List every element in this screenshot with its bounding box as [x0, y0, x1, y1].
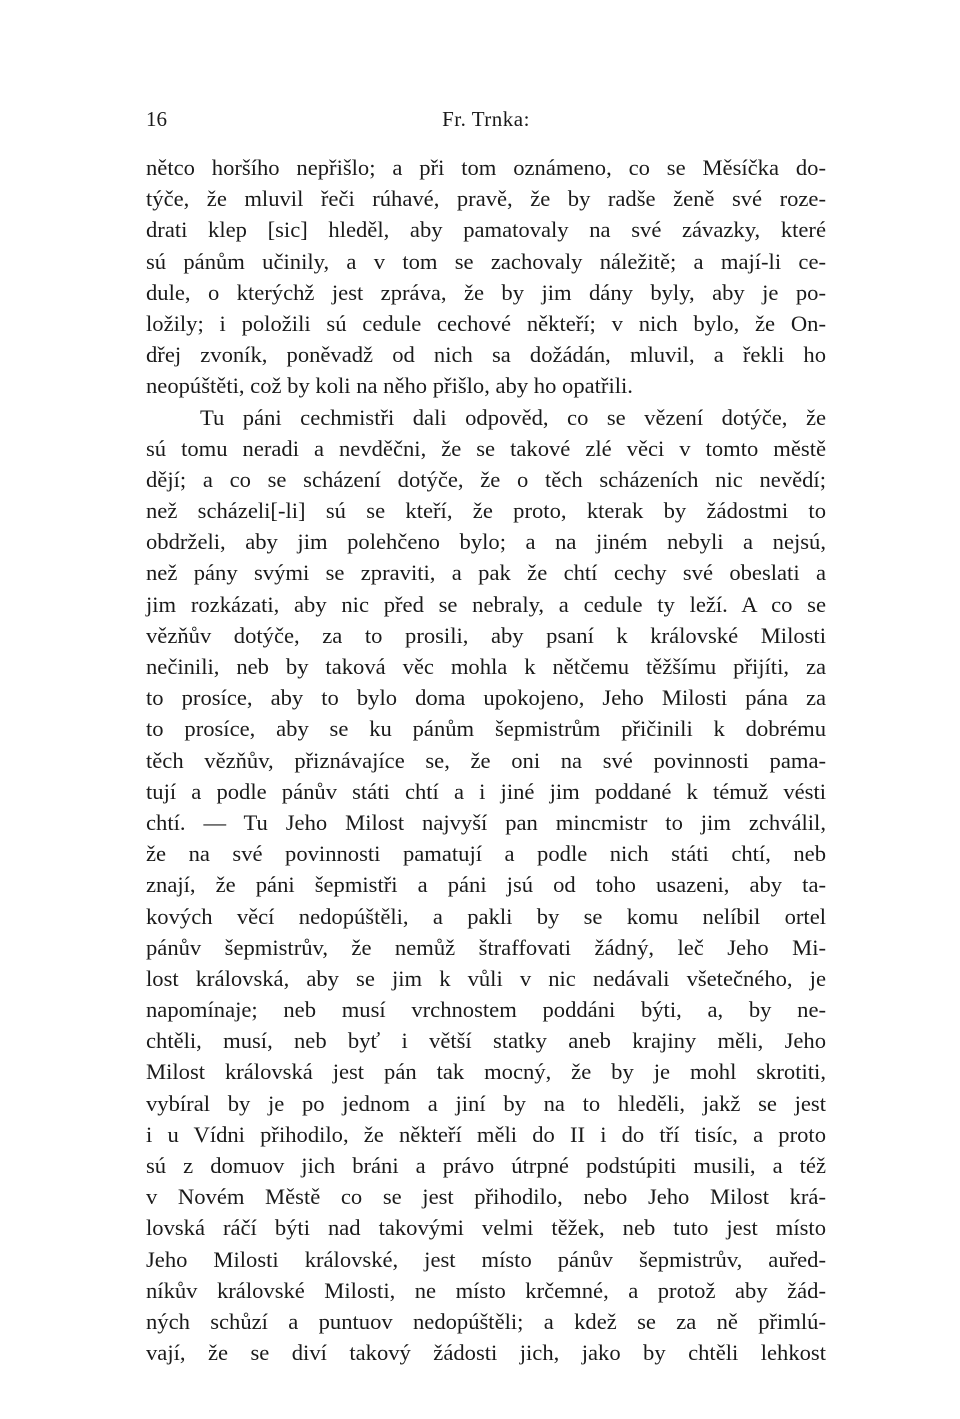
text-line: napomínaje; neb musí vrchnostem poddáni býti, a, by ne-: [146, 997, 826, 1023]
text-line: sú pánům učinily, a v tom se zachovaly náležitě; a mají-li ce-: [146, 248, 826, 274]
text-line: sú z domuov jich bráni a právo útrpné podstúpiti musili, a též: [146, 1153, 826, 1178]
text-line: dějí; a co se scházení dotýče, že o těch scházeních nic nevědí;: [146, 466, 826, 492]
running-head: Fr. Trnka:: [442, 107, 530, 131]
text-line: lovská ráčí býti nad takovými velmi těžek, neb tuto jest místo: [146, 1215, 826, 1241]
text-line: dřej zvoník, poněvadž od nich sa dožádán, mluvil, a řekli ho: [146, 342, 826, 368]
text-line: jim rozkázati, aby nic před se nebraly, a cedule ty leží. A co se: [146, 591, 826, 617]
text-line: obdrželi, aby jim polehčeno bylo; a na jiném nebyli a nejsú,: [146, 529, 826, 555]
text-line: dule, o kterýchž jest zpráva, že by jim dány byly, aby je po-: [146, 279, 826, 305]
text-line: chtí. — Tu Jeho Milost najvyší pan mincmistr to jim zchválil,: [146, 809, 826, 835]
text-line: týče, že mluvil řeči rúhavé, pravě, že by radše ženě své roze-: [146, 186, 826, 212]
text-line: chtěli, musí, neb byť i větší statky aneb krajiny měli, Jeho: [146, 1028, 826, 1054]
text-line: nětco horšího nepřišlo; a při tom oznámeno, co se Měsíčka do-: [146, 155, 826, 180]
text-line: vězňův dotýče, za to prosili, aby psaní k královské Milosti: [146, 622, 826, 648]
text-line: ných schůzí a puntuov nedopúštěli; a kdež se za ně přimlú-: [146, 1308, 826, 1334]
text-line: Jeho Milosti královské, jest místo pánův šepmistrův, auřed-: [146, 1246, 826, 1272]
text-line: níkův královské Milosti, ne místo krčemné, a protož aby žád-: [146, 1277, 826, 1303]
text-line: i u Vídni přihodilo, že někteří měli do II i do tří tisíc, a proto: [146, 1121, 826, 1147]
text-line: to prosíce, aby to bylo doma upokojeno, Jeho Milosti pána za: [146, 685, 826, 711]
text-line: Tu páni cechmistři dali odpověd, co se vězení dotýče, že: [200, 404, 826, 430]
text-line: v Novém Městě co se jest přihodilo, nebo Jeho Milost krá-: [146, 1184, 826, 1210]
text-line: neopúštěti, což by koli na něho přišlo, aby ho opatřili.: [146, 373, 633, 399]
text-line: než pány svými se zpraviti, a pak že chtí cechy své obeslati a: [146, 560, 826, 586]
body-text: [146, 152, 826, 1368]
text-line: než scházeli[-li] sú se kteří, že proto, kterak by žádostmi to: [146, 498, 826, 524]
text-line: znají, že páni šepmistři a páni jsú od toho usazeni, aby ta-: [146, 872, 826, 898]
text-line: kových věcí nedopúštěli, a pakli by se komu nelíbil ortel: [146, 903, 826, 929]
text-line: nečinili, neb by taková věc mohla k nětčemu těžšímu přijíti, za: [146, 654, 826, 679]
text-line: Milost královská jest pán tak mocný, že by je mohl skrotiti,: [146, 1059, 826, 1085]
text-line: těch vězňův, přiznávajíce se, že oni na své povinnosti pama-: [146, 747, 826, 773]
text-line: ložily; i položili sú cedule cechové někteří; v nich bylo, že On-: [146, 310, 826, 336]
page-number: 16: [146, 107, 167, 131]
text-line: vají, že se diví takový žádosti jich, jako by chtěli lehkost: [146, 1340, 826, 1366]
text-line: pánův šepmistrův, že nemůž štraffovati žádný, leč Jeho Mi-: [146, 934, 826, 960]
text-line: že na své povinnosti pamatují a podle nich státi chtí, neb: [146, 841, 826, 867]
page-header: [146, 104, 826, 134]
text-line: tují a podle pánův státi chtí a i jiné jim poddané k témuž vésti: [146, 778, 826, 804]
text-line: vybíral by je po jednom a jiní by na to hleděli, jakž se jest: [146, 1090, 826, 1116]
text-line: drati klep [sic] hleděl, aby pamatovaly na své závazky, které: [146, 217, 826, 243]
text-line: lost královská, aby se jim k vůli v nic nedávali všetečného, je: [146, 965, 826, 991]
text-line: to prosíce, aby se ku pánům šepmistrům přičinili k dobrému: [146, 716, 826, 742]
text-line: sú tomu neradi a nevděčni, že se takové zlé věci v tomto městě: [146, 435, 826, 461]
